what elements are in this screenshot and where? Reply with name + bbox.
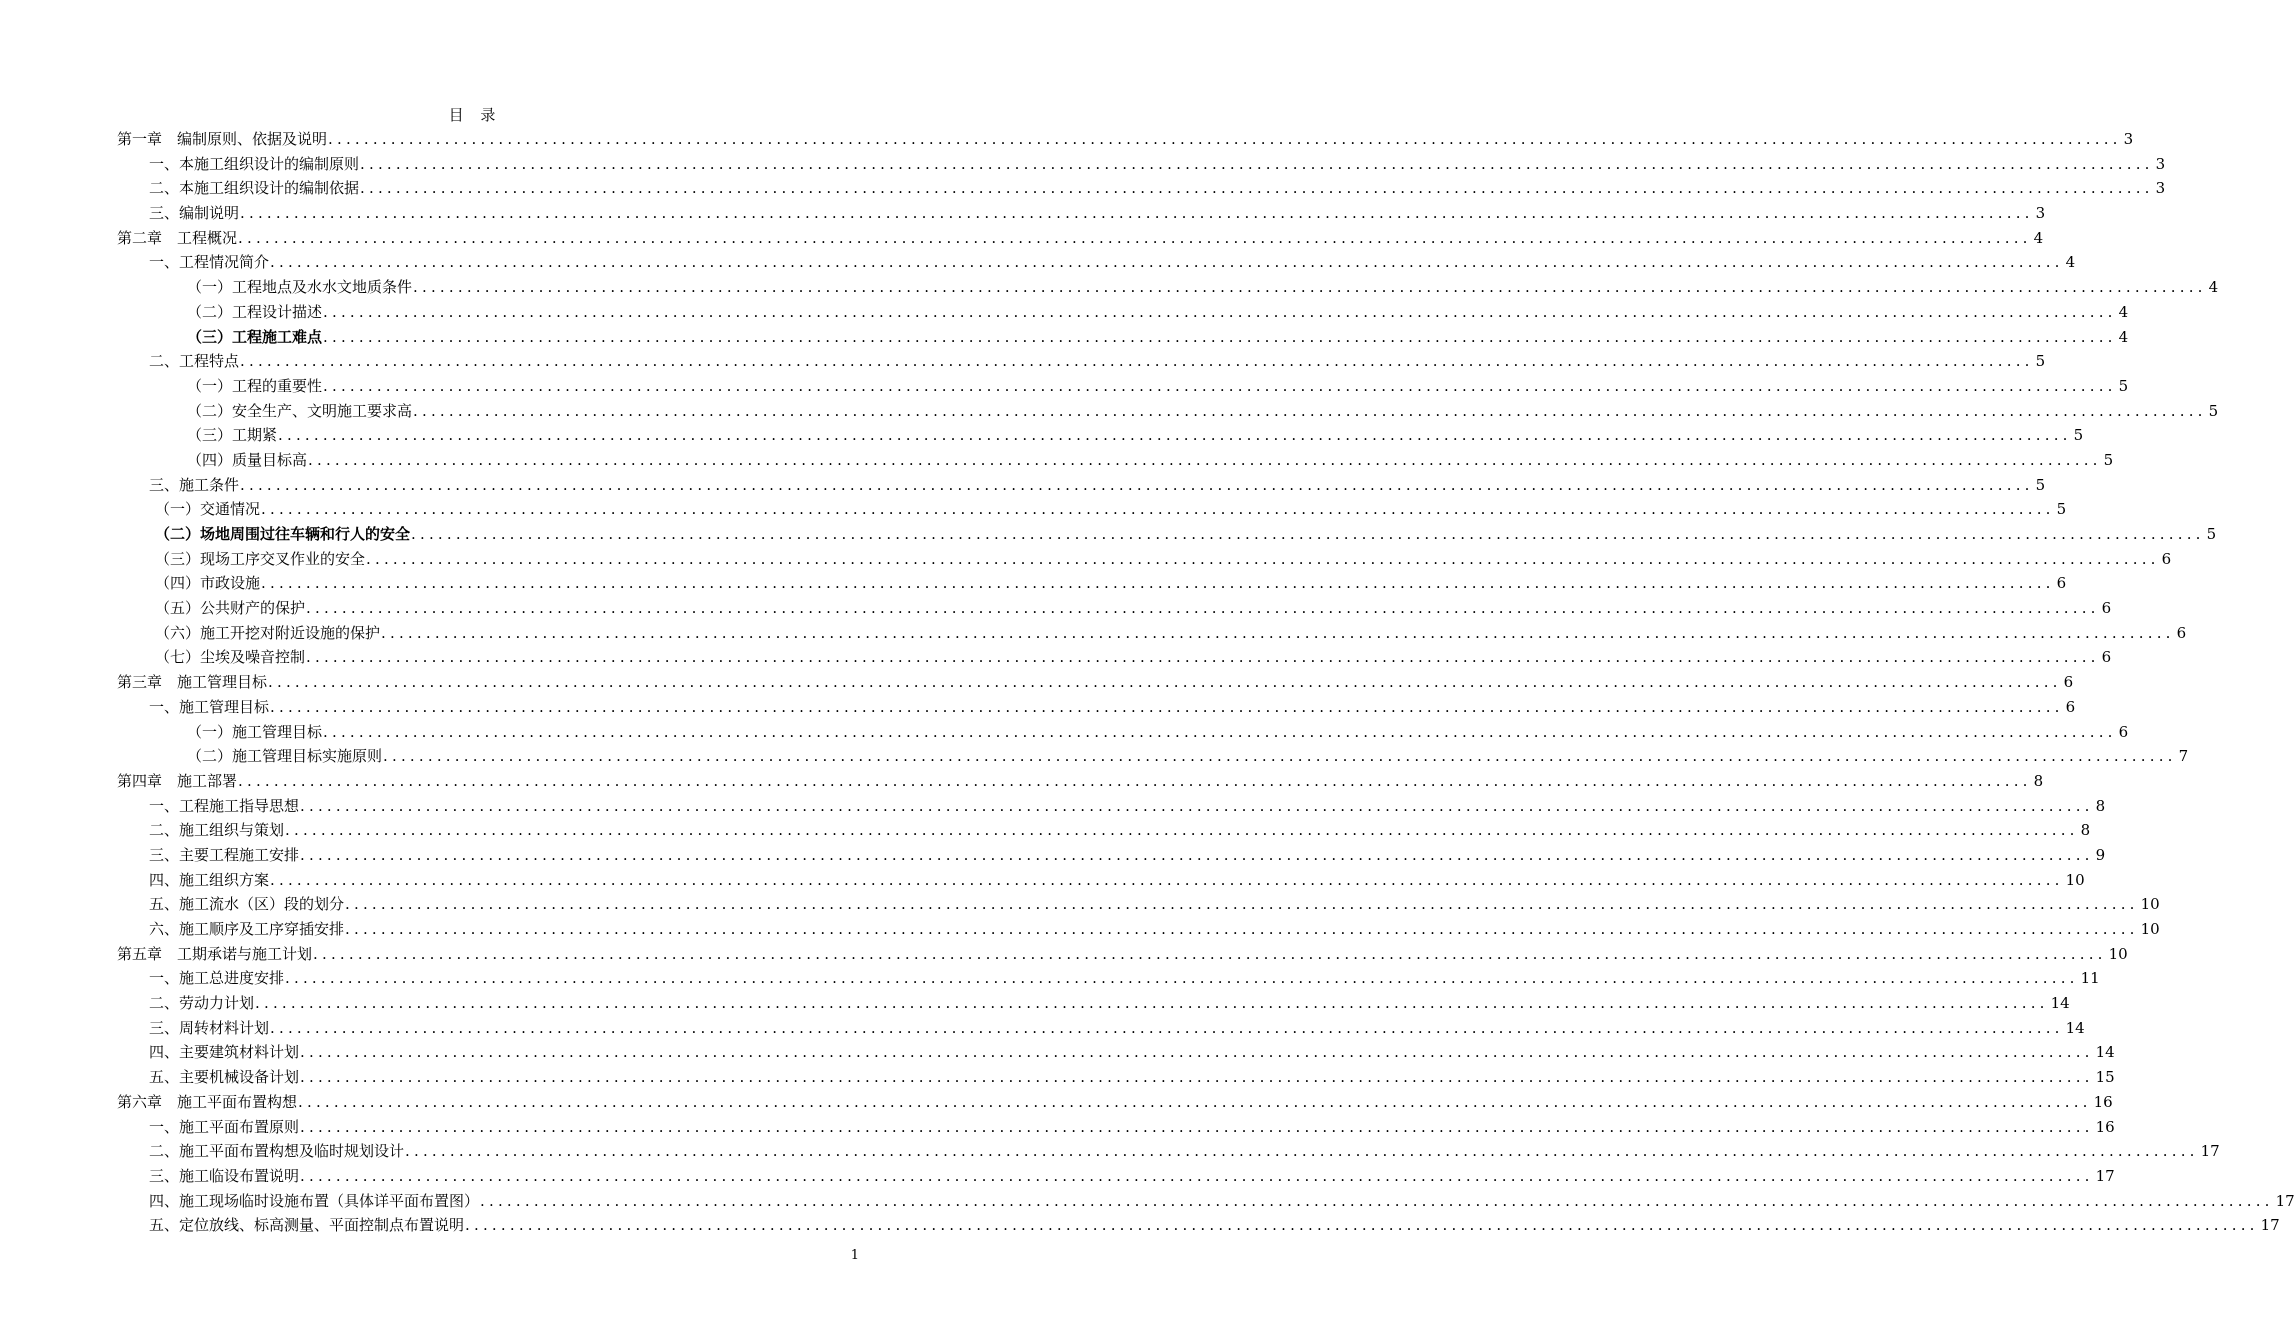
toc-entry-page: 11 [2080,969,2100,988]
toc-entry-text: （二）工程设计描述 [187,302,323,321]
toc-entry-page: 5 [2208,401,2219,420]
toc-entry[interactable] [117,818,2091,843]
toc-entry-page: 17 [2200,1142,2220,1161]
toc-leader-dots: ........................................................................................................................................................................................................ [300,1043,2094,1062]
toc-entry-text: 三、主要工程施工安排 [149,845,300,864]
toc-leader-dots: ........................................................................................................................................................................................................ [240,352,2034,371]
toc-entry-page: 4 [2208,278,2219,297]
toc-entry[interactable] [117,473,2046,498]
toc-entry[interactable] [117,423,2084,448]
toc-entry-text: （三）工程施工难点 [187,327,323,346]
toc-leader-dots: ........................................................................................................................................................................................................ [323,376,2117,395]
toc-entry-page: 14 [2050,994,2070,1013]
toc-leader-dots: ........................................................................................................................................................................................................ [268,673,2062,692]
toc-entry[interactable] [117,744,2189,769]
toc-entry[interactable] [117,892,2160,917]
toc-entry-text: 五、主要机械设备计划 [149,1068,300,1087]
toc-entry[interactable] [117,226,2044,251]
toc-entry[interactable] [117,127,2134,152]
toc-entry[interactable] [117,695,2076,720]
toc-leader-dots: ........................................................................................................................................................................................................ [306,599,2100,618]
toc-leader-dots: ........................................................................................................................................................................................................ [270,870,2064,889]
toc-entry[interactable] [117,1016,2085,1041]
toc-entry-page: 10 [2065,870,2085,889]
toc-leader-dots: ........................................................................................................................................................................................................ [328,130,2122,148]
toc-entry[interactable] [117,325,2129,350]
toc-entry-text: （五）公共财产的保护 [155,599,306,618]
toc-entry-page: 17 [2260,1216,2280,1235]
toc-entry-page: 3 [2123,130,2134,148]
toc-entry-page: 6 [2063,673,2074,692]
toc-entry-text: 三、施工条件 [149,475,240,494]
toc-entry-page: 6 [2161,549,2172,568]
toc-entry-text: 三、施工临设布置说明 [149,1166,300,1185]
toc-entry-page: 17 [2275,1191,2295,1210]
toc-entry-page: 6 [2118,722,2129,741]
toc-entry[interactable] [117,176,2166,201]
toc-entry-page: 5 [2206,525,2217,543]
toc-entry-page: 14 [2065,1018,2085,1037]
toc-leader-dots: ........................................................................................................................................................................................................ [405,1142,2199,1161]
toc-entry-page: 5 [2073,426,2084,445]
toc-entry-text: 第一章 编制原则、依据及说明 [117,130,328,148]
toc-entry-page: 3 [2155,154,2166,173]
toc-leader-dots: ........................................................................................................................................................................................................ [323,302,2117,321]
toc-entry[interactable] [117,843,2106,868]
toc-entry[interactable] [117,497,2067,522]
toc-entry-text: 二、工程特点 [149,352,240,371]
toc-entry-text: 二、劳动力计划 [149,994,255,1013]
toc-leader-dots: ........................................................................................................................................................................................................ [285,969,2079,988]
toc-entry-page: 8 [2080,821,2091,840]
toc-entry-text: 二、本施工组织设计的编制依据 [149,179,360,198]
toc-entry[interactable] [117,349,2046,374]
toc-entry[interactable] [117,991,2070,1016]
toc-entry[interactable] [117,942,2128,967]
toc-entry-page: 17 [2095,1166,2115,1185]
toc-leader-dots: ........................................................................................................................................................................................................ [345,895,2139,914]
toc-entry[interactable] [117,670,2074,695]
toc-entry-page: 3 [2035,204,2046,223]
toc-leader-dots: ........................................................................................................................................................................................................ [270,697,2064,716]
toc-leader-dots: ........................................................................................................................................................................................................ [270,253,2064,272]
toc-entry[interactable] [117,1139,2220,1164]
toc-leader-dots: ........................................................................................................................................................................................................ [261,500,2055,519]
toc-entry[interactable] [117,917,2160,942]
toc-leader-dots: ........................................................................................................................................................................................................ [300,845,2094,864]
toc-entry[interactable] [117,300,2129,325]
toc-leader-dots: ........................................................................................................................................................................................................ [413,401,2207,420]
toc-entry[interactable] [117,1040,2115,1065]
page-number: 1 [850,1248,859,1263]
toc-leader-dots: ........................................................................................................................................................................................................ [413,278,2207,297]
toc-entry-text: 五、定位放线、标高测量、平面控制点布置说明 [149,1216,465,1235]
toc-entry-text: 四、主要建筑材料计划 [149,1043,300,1062]
toc-entry[interactable] [117,1189,2295,1214]
toc-entry-text: （一）工程地点及水水文地质条件 [187,278,413,297]
toc-leader-dots: ........................................................................................................................................................................................................ [480,1191,2274,1210]
toc-entry[interactable] [117,794,2106,819]
toc-entry-page: 10 [2140,895,2160,914]
toc-entry-page: 8 [2033,771,2044,790]
toc-leader-dots: ........................................................................................................................................................................................................ [345,920,2139,938]
toc-entry-text: （二）施工管理目标实施原则 [187,747,383,766]
toc-entry[interactable] [117,868,2085,893]
toc-entry-text: （六）施工开挖对附近设施的保护 [155,623,381,642]
toc-leader-dots: ........................................................................................................................................................................................................ [238,228,2032,247]
toc-leader-dots: ........................................................................................................................................................................................................ [285,821,2079,840]
toc-entry-text: （四）质量目标高 [187,450,308,469]
toc-entry[interactable] [117,1090,2113,1115]
toc-entry-page: 4 [2118,327,2129,346]
toc-leader-dots: ........................................................................................................................................................................................................ [300,1068,2094,1087]
toc-entry-page: 16 [2095,1117,2115,1136]
toc-entry[interactable] [117,152,2166,177]
toc-entry-text: （三）工期紧 [187,426,278,445]
toc-entry[interactable] [117,720,2129,745]
toc-entry-text: 一、施工总进度安排 [149,969,285,988]
toc-entry[interactable] [117,769,2044,794]
toc-entry-text: 五、施工流水（区）段的划分 [149,895,345,914]
toc-entry-page: 9 [2095,845,2106,864]
toc-entry-page: 10 [2108,944,2128,963]
table-of-contents [117,127,2295,1238]
toc-entry-page: 3 [2155,179,2166,198]
toc-entry-text: 一、工程施工指导思想 [149,796,300,815]
toc-entry-text: 六、施工顺序及工序穿插安排 [149,920,345,938]
toc-title: 目 录 [448,106,502,124]
toc-entry-text: 一、本施工组织设计的编制原则 [149,154,360,173]
toc-entry-text: （四）市政设施 [155,574,261,593]
toc-entry-page: 6 [2101,648,2112,667]
toc-entry-text: 第四章 施工部署 [117,771,238,790]
toc-entry[interactable] [117,547,2172,572]
toc-entry[interactable] [117,621,2187,646]
toc-leader-dots: ........................................................................................................................................................................................................ [360,154,2154,173]
toc-entry[interactable] [117,1115,2115,1140]
toc-leader-dots: ........................................................................................................................................................................................................ [238,771,2032,790]
toc-leader-dots: ........................................................................................................................................................................................................ [240,204,2034,223]
toc-leader-dots: ........................................................................................................................................................................................................ [306,648,2100,667]
toc-entry[interactable] [117,448,2114,473]
toc-entry-page: 10 [2140,920,2160,938]
toc-entry[interactable] [117,374,2129,399]
toc-entry-text: 三、编制说明 [149,204,240,223]
toc-entry[interactable] [117,645,2112,670]
toc-leader-dots: ........................................................................................................................................................................................................ [366,549,2160,568]
toc-entry-text: 一、施工平面布置原则 [149,1117,300,1136]
toc-leader-dots: ........................................................................................................................................................................................................ [465,1216,2259,1235]
toc-entry-text: （三）现场工序交叉作业的安全 [155,549,366,568]
toc-entry-text: （七）尘埃及噪音控制 [155,648,306,667]
toc-entry-text: 第六章 施工平面布置构想 [117,1092,298,1111]
toc-entry-text: （一）工程的重要性 [187,376,323,395]
toc-entry-page: 15 [2095,1068,2115,1087]
toc-entry-page: 5 [2118,376,2129,395]
toc-entry-page: 8 [2095,796,2106,815]
toc-entry-page: 5 [2103,450,2114,469]
toc-entry[interactable] [117,966,2100,991]
toc-leader-dots: ........................................................................................................................................................................................................ [270,1018,2064,1037]
toc-entry-text: （一）施工管理目标 [187,722,323,741]
toc-leader-dots: ........................................................................................................................................................................................................ [278,426,2072,445]
toc-leader-dots: ........................................................................................................................................................................................................ [300,1166,2094,1185]
toc-entry[interactable] [117,1065,2115,1090]
toc-leader-dots: ........................................................................................................................................................................................................ [323,327,2117,346]
toc-leader-dots: ........................................................................................................................................................................................................ [240,475,2034,494]
toc-entry[interactable] [117,201,2046,226]
toc-leader-dots: ........................................................................................................................................................................................................ [261,574,2055,593]
toc-entry-page: 4 [2065,253,2076,272]
toc-entry[interactable] [117,571,2067,596]
toc-entry-page: 5 [2056,500,2067,519]
toc-entry-text: 二、施工组织与策划 [149,821,285,840]
toc-leader-dots: ........................................................................................................................................................................................................ [313,944,2107,963]
toc-entry-text: （二）场地周围过往车辆和行人的安全 [155,525,411,543]
toc-entry[interactable] [117,596,2112,621]
toc-leader-dots: ........................................................................................................................................................................................................ [411,525,2205,543]
toc-entry-page: 6 [2101,599,2112,618]
toc-entry-text: 一、施工管理目标 [149,697,270,716]
toc-entry-text: 四、施工现场临时设施布置（具体详平面布置图） [149,1191,480,1210]
toc-leader-dots: ........................................................................................................................................................................................................ [381,623,2175,642]
toc-entry-page: 14 [2095,1043,2115,1062]
toc-entry[interactable] [117,250,2076,275]
toc-entry-text: 第三章 施工管理目标 [117,673,268,692]
toc-entry-text: 第五章 工期承诺与施工计划 [117,944,313,963]
toc-entry-page: 5 [2035,475,2046,494]
toc-entry-text: 二、施工平面布置构想及临时规划设计 [149,1142,405,1161]
toc-leader-dots: ........................................................................................................................................................................................................ [300,796,2094,815]
toc-entry-text: （二）安全生产、文明施工要求高 [187,401,413,420]
toc-entry-page: 6 [2056,574,2067,593]
toc-entry-text: 四、施工组织方案 [149,870,270,889]
toc-entry-text: （一）交通情况 [155,500,261,519]
toc-leader-dots: ........................................................................................................................................................................................................ [308,450,2102,469]
toc-entry[interactable] [117,1164,2115,1189]
toc-entry-page: 7 [2178,747,2189,766]
toc-leader-dots: ........................................................................................................................................................................................................ [360,179,2154,198]
toc-entry[interactable] [117,399,2219,424]
toc-leader-dots: ........................................................................................................................................................................................................ [300,1117,2094,1136]
toc-entry[interactable] [117,1213,2280,1238]
toc-entry-page: 4 [2033,228,2044,247]
toc-leader-dots: ........................................................................................................................................................................................................ [323,722,2117,741]
toc-entry-text: 三、周转材料计划 [149,1018,270,1037]
toc-entry-page: 6 [2065,697,2076,716]
toc-entry-page: 5 [2035,352,2046,371]
toc-entry-page: 4 [2118,302,2129,321]
toc-entry[interactable] [117,522,2217,547]
toc-entry-page: 16 [2093,1092,2113,1111]
toc-leader-dots: ........................................................................................................................................................................................................ [298,1092,2092,1111]
toc-leader-dots: ........................................................................................................................................................................................................ [255,994,2049,1013]
toc-entry[interactable] [117,275,2219,300]
toc-leader-dots: ........................................................................................................................................................................................................ [383,747,2177,766]
toc-entry-page: 6 [2176,623,2187,642]
toc-entry-text: 一、工程情况简介 [149,253,270,272]
toc-entry-text: 第二章 工程概况 [117,228,238,247]
